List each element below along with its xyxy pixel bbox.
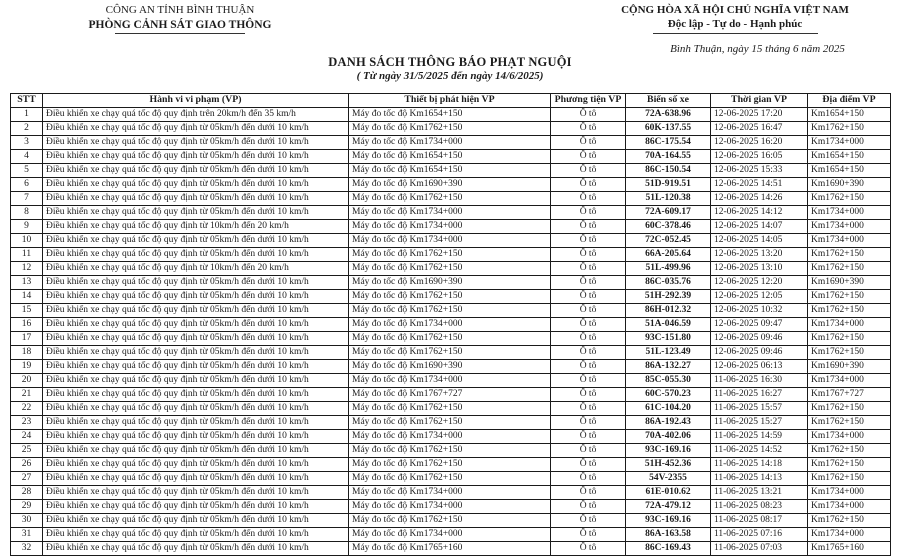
device-cell: Máy đo tốc độ Km1734+000 <box>349 136 551 150</box>
vehicle-cell: Ô tô <box>551 346 626 360</box>
location-cell: Km1734+000 <box>808 136 891 150</box>
stt-cell: 22 <box>11 402 43 416</box>
device-cell: Máy đo tốc độ Km1690+390 <box>349 178 551 192</box>
device-cell: Máy đo tốc độ Km1765+160 <box>349 542 551 556</box>
table-row <box>11 332 891 346</box>
plate-cell: 51H-292.39 <box>626 290 711 304</box>
location-cell: Km1762+150 <box>808 332 891 346</box>
table-row <box>11 108 891 122</box>
table-row <box>11 472 891 486</box>
time-cell: 12-06-2025 12:05 <box>711 290 808 304</box>
vehicle-cell: Ô tô <box>551 234 626 248</box>
stt-cell: 29 <box>11 500 43 514</box>
vehicle-cell: Ô tô <box>551 458 626 472</box>
device-cell: Máy đo tốc độ Km1734+000 <box>349 206 551 220</box>
device-cell: Máy đo tốc độ Km1734+000 <box>349 374 551 388</box>
stt-cell: 7 <box>11 192 43 206</box>
plate-cell: 66A-205.64 <box>626 248 711 262</box>
vehicle-cell: Ô tô <box>551 290 626 304</box>
time-cell: 11-06-2025 14:52 <box>711 444 808 458</box>
agency-name: PHÒNG CẢNH SÁT GIAO THÔNG <box>88 18 272 31</box>
table-row <box>11 136 891 150</box>
location-cell: Km1762+150 <box>808 122 891 136</box>
vehicle-cell: Ô tô <box>551 514 626 528</box>
agency-underline <box>115 33 245 34</box>
violation-cell: Điều khiển xe chạy quá tốc độ quy định từ 05km/h đến dưới 10 km/h <box>43 500 349 514</box>
time-cell: 12-06-2025 10:32 <box>711 304 808 318</box>
issuing-agency-block <box>30 4 330 34</box>
column-header-0: STT <box>11 94 43 108</box>
violation-cell: Điều khiển xe chạy quá tốc độ quy định từ 05km/h đến dưới 10 km/h <box>43 206 349 220</box>
motto-underline <box>653 33 818 34</box>
location-cell: Km1654+150 <box>808 108 891 122</box>
table-row <box>11 388 891 402</box>
vehicle-cell: Ô tô <box>551 318 626 332</box>
national-motto: Độc lập - Tự do - Hạnh phúc <box>667 17 803 30</box>
location-cell: Km1762+150 <box>808 416 891 430</box>
time-cell: 11-06-2025 07:16 <box>711 528 808 542</box>
vehicle-cell: Ô tô <box>551 444 626 458</box>
stt-cell: 19 <box>11 360 43 374</box>
plate-cell: 72A-479.12 <box>626 500 711 514</box>
time-cell: 12-06-2025 16:20 <box>711 136 808 150</box>
violation-cell: Điều khiển xe chạy quá tốc độ quy định từ 05km/h đến dưới 10 km/h <box>43 346 349 360</box>
location-cell: Km1762+150 <box>808 262 891 276</box>
violation-cell: Điều khiển xe chạy quá tốc độ quy định từ 05km/h đến dưới 10 km/h <box>43 192 349 206</box>
location-cell: Km1762+150 <box>808 346 891 360</box>
time-cell: 12-06-2025 15:33 <box>711 164 808 178</box>
plate-cell: 86C-169.43 <box>626 542 711 556</box>
stt-cell: 16 <box>11 318 43 332</box>
violation-cell: Điều khiển xe chạy quá tốc độ quy định từ 05km/h đến dưới 10 km/h <box>43 234 349 248</box>
table-row <box>11 430 891 444</box>
device-cell: Máy đo tốc độ Km1734+000 <box>349 486 551 500</box>
vehicle-cell: Ô tô <box>551 542 626 556</box>
table-row <box>11 346 891 360</box>
device-cell: Máy đo tốc độ Km1734+000 <box>349 528 551 542</box>
stt-cell: 20 <box>11 374 43 388</box>
table-row <box>11 220 891 234</box>
location-cell: Km1734+000 <box>808 500 891 514</box>
stt-cell: 26 <box>11 458 43 472</box>
vehicle-cell: Ô tô <box>551 136 626 150</box>
time-cell: 12-06-2025 14:26 <box>711 192 808 206</box>
vehicle-cell: Ô tô <box>551 472 626 486</box>
agency-parent-name: CÔNG AN TỈNH BÌNH THUẬN <box>105 4 255 16</box>
stt-cell: 1 <box>11 108 43 122</box>
location-cell: Km1762+150 <box>808 472 891 486</box>
time-cell: 11-06-2025 16:27 <box>711 388 808 402</box>
device-cell: Máy đo tốc độ Km1762+150 <box>349 472 551 486</box>
location-cell: Km1734+000 <box>808 528 891 542</box>
plate-cell: 51L-123.49 <box>626 346 711 360</box>
vehicle-cell: Ô tô <box>551 220 626 234</box>
plate-cell: 54V-2355 <box>626 472 711 486</box>
vehicle-cell: Ô tô <box>551 430 626 444</box>
violation-cell: Điều khiển xe chạy quá tốc độ quy định từ 05km/h đến dưới 10 km/h <box>43 430 349 444</box>
plate-cell: 51H-452.36 <box>626 458 711 472</box>
location-cell: Km1762+150 <box>808 192 891 206</box>
time-cell: 12-06-2025 14:05 <box>711 234 808 248</box>
table-row <box>11 416 891 430</box>
stt-cell: 32 <box>11 542 43 556</box>
table-row <box>11 542 891 556</box>
device-cell: Máy đo tốc độ Km1734+000 <box>349 318 551 332</box>
time-cell: 11-06-2025 15:27 <box>711 416 808 430</box>
table-row <box>11 444 891 458</box>
device-cell: Máy đo tốc độ Km1762+150 <box>349 248 551 262</box>
national-title: CỘNG HÒA XÃ HỘI CHỦ NGHĨA VIỆT NAM <box>621 4 849 16</box>
device-cell: Máy đo tốc độ Km1762+150 <box>349 346 551 360</box>
plate-cell: 86H-012.32 <box>626 304 711 318</box>
stt-cell: 25 <box>11 444 43 458</box>
stt-cell: 8 <box>11 206 43 220</box>
violation-cell: Điều khiển xe chạy quá tốc độ quy định từ 05km/h đến dưới 10 km/h <box>43 444 349 458</box>
column-header-4: Biển số xe <box>626 94 711 108</box>
table-header-row <box>11 94 891 108</box>
stt-cell: 5 <box>11 164 43 178</box>
table-row <box>11 360 891 374</box>
plate-cell: 72A-609.17 <box>626 206 711 220</box>
stt-cell: 28 <box>11 486 43 500</box>
location-cell: Km1654+150 <box>808 150 891 164</box>
violation-cell: Điều khiển xe chạy quá tốc độ quy định từ 05km/h đến dưới 10 km/h <box>43 416 349 430</box>
device-cell: Máy đo tốc độ Km1762+150 <box>349 514 551 528</box>
plate-cell: 61C-104.20 <box>626 402 711 416</box>
device-cell: Máy đo tốc độ Km1762+150 <box>349 262 551 276</box>
device-cell: Máy đo tốc độ Km1734+000 <box>349 234 551 248</box>
vehicle-cell: Ô tô <box>551 402 626 416</box>
plate-cell: 93C-169.16 <box>626 444 711 458</box>
table-row <box>11 458 891 472</box>
table-row <box>11 374 891 388</box>
column-header-6: Địa điểm VP <box>808 94 891 108</box>
device-cell: Máy đo tốc độ Km1734+000 <box>349 500 551 514</box>
violation-cell: Điều khiển xe chạy quá tốc độ quy định từ 05km/h đến dưới 10 km/h <box>43 136 349 150</box>
plate-cell: 93C-169.16 <box>626 514 711 528</box>
violation-cell: Điều khiển xe chạy quá tốc độ quy định từ 05km/h đến dưới 10 km/h <box>43 486 349 500</box>
stt-cell: 30 <box>11 514 43 528</box>
table-row <box>11 164 891 178</box>
table-row <box>11 528 891 542</box>
location-cell: Km1734+000 <box>808 430 891 444</box>
location-cell: Km1762+150 <box>808 458 891 472</box>
location-cell: Km1762+150 <box>808 290 891 304</box>
location-cell: Km1734+000 <box>808 318 891 332</box>
time-cell: 11-06-2025 08:17 <box>711 514 808 528</box>
device-cell: Máy đo tốc độ Km1654+150 <box>349 150 551 164</box>
violation-cell: Điều khiển xe chạy quá tốc độ quy định từ 05km/h đến dưới 10 km/h <box>43 360 349 374</box>
stt-cell: 6 <box>11 178 43 192</box>
device-cell: Máy đo tốc độ Km1762+150 <box>349 416 551 430</box>
stt-cell: 21 <box>11 388 43 402</box>
stt-cell: 18 <box>11 346 43 360</box>
location-cell: Km1762+150 <box>808 304 891 318</box>
device-cell: Máy đo tốc độ Km1690+390 <box>349 360 551 374</box>
device-cell: Máy đo tốc độ Km1762+150 <box>349 444 551 458</box>
location-cell: Km1734+000 <box>808 206 891 220</box>
device-cell: Máy đo tốc độ Km1734+000 <box>349 430 551 444</box>
vehicle-cell: Ô tô <box>551 374 626 388</box>
plate-cell: 85C-055.30 <box>626 374 711 388</box>
stt-cell: 15 <box>11 304 43 318</box>
stt-cell: 13 <box>11 276 43 290</box>
vehicle-cell: Ô tô <box>551 388 626 402</box>
stt-cell: 17 <box>11 332 43 346</box>
vehicle-cell: Ô tô <box>551 276 626 290</box>
violation-cell: Điều khiển xe chạy quá tốc độ quy định từ 05km/h đến dưới 10 km/h <box>43 178 349 192</box>
vehicle-cell: Ô tô <box>551 332 626 346</box>
column-header-5: Thời gian VP <box>711 94 808 108</box>
device-cell: Máy đo tốc độ Km1734+000 <box>349 220 551 234</box>
device-cell: Máy đo tốc độ Km1654+150 <box>349 164 551 178</box>
vehicle-cell: Ô tô <box>551 150 626 164</box>
location-cell: Km1690+390 <box>808 178 891 192</box>
violation-cell: Điều khiển xe chạy quá tốc độ quy định từ 05km/h đến dưới 10 km/h <box>43 528 349 542</box>
plate-cell: 51L-120.38 <box>626 192 711 206</box>
table-row <box>11 290 891 304</box>
location-cell: Km1734+000 <box>808 486 891 500</box>
violation-cell: Điều khiển xe chạy quá tốc độ quy định từ 05km/h đến dưới 10 km/h <box>43 318 349 332</box>
stt-cell: 24 <box>11 430 43 444</box>
location-cell: Km1690+390 <box>808 276 891 290</box>
time-cell: 11-06-2025 07:03 <box>711 542 808 556</box>
time-cell: 12-06-2025 14:12 <box>711 206 808 220</box>
table-row <box>11 206 891 220</box>
stt-cell: 11 <box>11 248 43 262</box>
plate-cell: 70A-164.55 <box>626 150 711 164</box>
device-cell: Máy đo tốc độ Km1762+150 <box>349 458 551 472</box>
device-cell: Máy đo tốc độ Km1762+150 <box>349 332 551 346</box>
place-dateline: Bình Thuận, ngày 15 tháng 6 năm 2025 <box>670 42 845 55</box>
device-cell: Máy đo tốc độ Km1654+150 <box>349 108 551 122</box>
plate-cell: 51L-499.96 <box>626 262 711 276</box>
location-cell: Km1654+150 <box>808 164 891 178</box>
plate-cell: 86A-132.27 <box>626 360 711 374</box>
stt-cell: 23 <box>11 416 43 430</box>
device-cell: Máy đo tốc độ Km1767+727 <box>349 388 551 402</box>
plate-cell: 51D-919.51 <box>626 178 711 192</box>
table-row <box>11 248 891 262</box>
time-cell: 12-06-2025 09:46 <box>711 332 808 346</box>
national-motto-block <box>560 4 910 56</box>
device-cell: Máy đo tốc độ Km1762+150 <box>349 290 551 304</box>
plate-cell: 70A-402.06 <box>626 430 711 444</box>
violation-cell: Điều khiển xe chạy quá tốc độ quy định từ 10km/h đến 20 km/h <box>43 220 349 234</box>
table-row <box>11 276 891 290</box>
location-cell: Km1762+150 <box>808 514 891 528</box>
document-title: DANH SÁCH THÔNG BÁO PHẠT NGUỘI <box>328 55 572 69</box>
time-cell: 11-06-2025 16:30 <box>711 374 808 388</box>
table-row <box>11 500 891 514</box>
vehicle-cell: Ô tô <box>551 262 626 276</box>
stt-cell: 12 <box>11 262 43 276</box>
vehicle-cell: Ô tô <box>551 164 626 178</box>
plate-cell: 60K-137.55 <box>626 122 711 136</box>
violation-cell: Điều khiển xe chạy quá tốc độ quy định từ 05km/h đến dưới 10 km/h <box>43 290 349 304</box>
location-cell: Km1767+727 <box>808 388 891 402</box>
vehicle-cell: Ô tô <box>551 416 626 430</box>
time-cell: 12-06-2025 09:47 <box>711 318 808 332</box>
location-cell: Km1762+150 <box>808 402 891 416</box>
time-cell: 12-06-2025 14:51 <box>711 178 808 192</box>
time-cell: 12-06-2025 13:20 <box>711 248 808 262</box>
plate-cell: 93C-151.80 <box>626 332 711 346</box>
column-header-1: Hành vi vi phạm (VP) <box>43 94 349 108</box>
stt-cell: 27 <box>11 472 43 486</box>
plate-cell: 60C-378.46 <box>626 220 711 234</box>
violation-cell: Điều khiển xe chạy quá tốc độ quy định từ 05km/h đến dưới 10 km/h <box>43 164 349 178</box>
time-cell: 11-06-2025 08:23 <box>711 500 808 514</box>
violation-cell: Điều khiển xe chạy quá tốc độ quy định từ 05km/h đến dưới 10 km/h <box>43 374 349 388</box>
time-cell: 11-06-2025 14:18 <box>711 458 808 472</box>
location-cell: Km1762+150 <box>808 248 891 262</box>
time-cell: 12-06-2025 16:47 <box>711 122 808 136</box>
title-block <box>0 55 900 83</box>
plate-cell: 86A-192.43 <box>626 416 711 430</box>
vehicle-cell: Ô tô <box>551 192 626 206</box>
stt-cell: 14 <box>11 290 43 304</box>
vehicle-cell: Ô tô <box>551 108 626 122</box>
violation-cell: Điều khiển xe chạy quá tốc độ quy định từ 05km/h đến dưới 10 km/h <box>43 332 349 346</box>
violation-cell: Điều khiển xe chạy quá tốc độ quy định từ 05km/h đến dưới 10 km/h <box>43 122 349 136</box>
table-row <box>11 402 891 416</box>
time-cell: 12-06-2025 13:10 <box>711 262 808 276</box>
device-cell: Máy đo tốc độ Km1690+390 <box>349 276 551 290</box>
time-cell: 12-06-2025 16:05 <box>711 150 808 164</box>
time-cell: 11-06-2025 15:57 <box>711 402 808 416</box>
location-cell: Km1734+000 <box>808 234 891 248</box>
location-cell: Km1734+000 <box>808 374 891 388</box>
violation-cell: Điều khiển xe chạy quá tốc độ quy định từ 05km/h đến dưới 10 km/h <box>43 458 349 472</box>
table-row <box>11 262 891 276</box>
time-cell: 12-06-2025 06:13 <box>711 360 808 374</box>
location-cell: Km1734+000 <box>808 220 891 234</box>
time-cell: 12-06-2025 14:07 <box>711 220 808 234</box>
violation-cell: Điều khiển xe chạy quá tốc độ quy định từ 10km/h đến 20 km/h <box>43 262 349 276</box>
violation-cell: Điều khiển xe chạy quá tốc độ quy định từ 05km/h đến dưới 10 km/h <box>43 472 349 486</box>
plate-cell: 51A-046.59 <box>626 318 711 332</box>
plate-cell: 86C-150.54 <box>626 164 711 178</box>
violation-cell: Điều khiển xe chạy quá tốc độ quy định từ 05km/h đến dưới 10 km/h <box>43 388 349 402</box>
plate-cell: 72A-638.96 <box>626 108 711 122</box>
stt-cell: 9 <box>11 220 43 234</box>
table-row <box>11 514 891 528</box>
table-row <box>11 304 891 318</box>
table-row <box>11 122 891 136</box>
plate-cell: 72C-052.45 <box>626 234 711 248</box>
table-row <box>11 486 891 500</box>
plate-cell: 60C-570.23 <box>626 388 711 402</box>
location-cell: Km1690+390 <box>808 360 891 374</box>
stt-cell: 4 <box>11 150 43 164</box>
plate-cell: 61E-010.62 <box>626 486 711 500</box>
violation-cell: Điều khiển xe chạy quá tốc độ quy định từ 05km/h đến dưới 10 km/h <box>43 514 349 528</box>
device-cell: Máy đo tốc độ Km1762+150 <box>349 192 551 206</box>
time-cell: 12-06-2025 17:20 <box>711 108 808 122</box>
violation-cell: Điều khiển xe chạy quá tốc độ quy định từ 05km/h đến dưới 10 km/h <box>43 542 349 556</box>
device-cell: Máy đo tốc độ Km1762+150 <box>349 304 551 318</box>
vehicle-cell: Ô tô <box>551 248 626 262</box>
column-header-2: Thiết bị phát hiện VP <box>349 94 551 108</box>
violation-cell: Điều khiển xe chạy quá tốc độ quy định từ 05km/h đến dưới 10 km/h <box>43 248 349 262</box>
vehicle-cell: Ô tô <box>551 528 626 542</box>
vehicle-cell: Ô tô <box>551 500 626 514</box>
vehicle-cell: Ô tô <box>551 206 626 220</box>
vehicle-cell: Ô tô <box>551 360 626 374</box>
stt-cell: 2 <box>11 122 43 136</box>
location-cell: Km1762+150 <box>808 444 891 458</box>
vehicle-cell: Ô tô <box>551 304 626 318</box>
plate-cell: 86C-175.54 <box>626 136 711 150</box>
time-cell: 12-06-2025 12:20 <box>711 276 808 290</box>
table-row <box>11 178 891 192</box>
time-cell: 11-06-2025 14:59 <box>711 430 808 444</box>
time-cell: 11-06-2025 13:21 <box>711 486 808 500</box>
violations-table <box>10 93 891 556</box>
plate-cell: 86C-035.76 <box>626 276 711 290</box>
stt-cell: 31 <box>11 528 43 542</box>
vehicle-cell: Ô tô <box>551 178 626 192</box>
table-row <box>11 150 891 164</box>
time-cell: 12-06-2025 09:46 <box>711 346 808 360</box>
location-cell: Km1765+160 <box>808 542 891 556</box>
violation-cell: Điều khiển xe chạy quá tốc độ quy định từ 05km/h đến dưới 10 km/h <box>43 402 349 416</box>
column-header-3: Phương tiện VP <box>551 94 626 108</box>
document-subtitle: ( Từ ngày 31/5/2025 đến ngày 14/6/2025) <box>356 70 544 82</box>
table-row <box>11 192 891 206</box>
violation-cell: Điều khiển xe chạy quá tốc độ quy định từ 05km/h đến dưới 10 km/h <box>43 276 349 290</box>
stt-cell: 10 <box>11 234 43 248</box>
table-row <box>11 234 891 248</box>
plate-cell: 86A-163.58 <box>626 528 711 542</box>
violation-cell: Điều khiển xe chạy quá tốc độ quy định trên 20km/h đến 35 km/h <box>43 108 349 122</box>
vehicle-cell: Ô tô <box>551 122 626 136</box>
violation-cell: Điều khiển xe chạy quá tốc độ quy định từ 05km/h đến dưới 10 km/h <box>43 304 349 318</box>
time-cell: 11-06-2025 14:13 <box>711 472 808 486</box>
table-row <box>11 318 891 332</box>
device-cell: Máy đo tốc độ Km1762+150 <box>349 402 551 416</box>
stt-cell: 3 <box>11 136 43 150</box>
violation-cell: Điều khiển xe chạy quá tốc độ quy định từ 05km/h đến dưới 10 km/h <box>43 150 349 164</box>
device-cell: Máy đo tốc độ Km1762+150 <box>349 122 551 136</box>
vehicle-cell: Ô tô <box>551 486 626 500</box>
